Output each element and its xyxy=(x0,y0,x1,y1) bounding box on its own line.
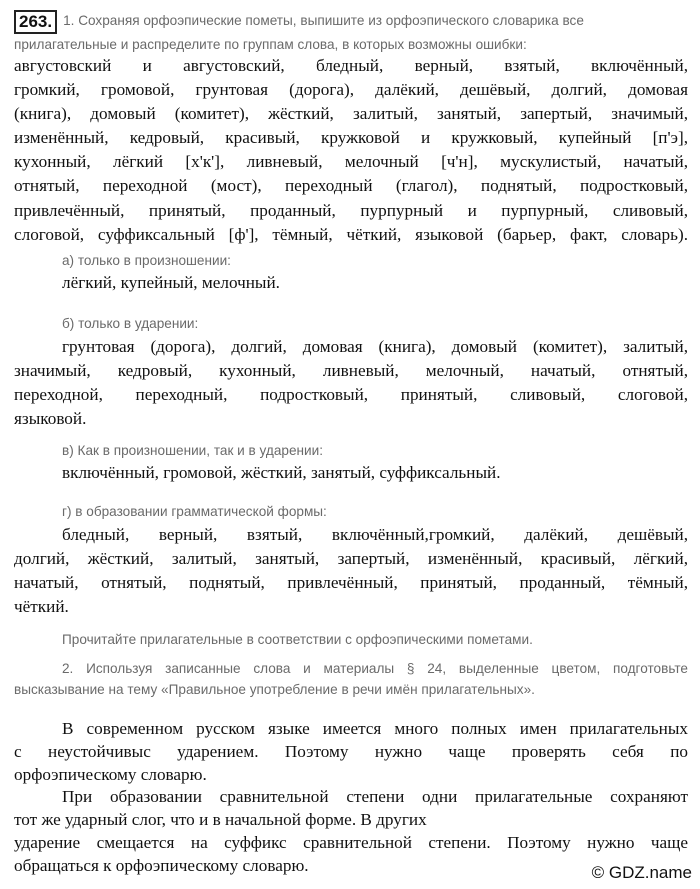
essay xyxy=(14,718,688,878)
group-c-body xyxy=(62,461,684,485)
group-b-line: языковой. xyxy=(14,409,87,428)
task-2-line: высказывание на тему «Правильное употребление в речи имён прилагательных». xyxy=(14,682,535,697)
group-b-title: б) только в ударении: xyxy=(62,316,199,331)
task-2-line: 2. Используя записанные слова и материалы § 24, выделенные цветом, подготовьте xyxy=(62,661,688,676)
word-list-line: отнятый, переходной (мост), переходный (глагол), поднятый, подростковый, xyxy=(14,176,688,196)
task-instruction: 1. Сохраняя орфоэпические пометы, выпишите из орфоэпического словарика все прилагательные и распределите по группам слова, в которых возможны ошибки: xyxy=(14,13,584,52)
group-b-body xyxy=(14,335,688,431)
word-list-line: августовский и августовский, бледный, верный, взятый, включённый, xyxy=(14,56,688,75)
essay-line: с неустойчивыс ударением. Поэтому нужно чаще проверять себя по xyxy=(14,741,688,761)
group-a-line: лёгкий, купейный, мелочный. xyxy=(62,273,280,292)
group-a-body xyxy=(62,271,684,295)
essay-line: обращаться к орфоэпическому словарю. xyxy=(14,855,309,875)
group-b-line: значимый, кедровый, кухонный, ливневый, мелочный, начатый, отнятый, xyxy=(14,361,688,380)
essay-line: тот же ударный слог, что и в начальной форме. В других xyxy=(14,810,427,830)
word-list-line: привлечённый, принятый, проданный, пурпурный и пурпурный, сливовый, xyxy=(14,200,688,220)
watermark: © GDZ.name xyxy=(591,863,692,882)
group-d-body xyxy=(14,523,688,619)
word-list-line: слоговой, суффиксальный [ф'], тёмный, чёткий, языковой (барьер, факт, словарь). xyxy=(14,224,688,244)
essay-line: В современном русском языке имеется много полных имен прилагательных xyxy=(62,719,688,738)
group-b-line: переходной, переходный, подростковый, принятый, сливовый, слоговой, xyxy=(14,385,688,404)
group-c-line: включённый, громовой, жёсткий, занятый, суффиксальный. xyxy=(62,463,501,482)
task-2 xyxy=(14,658,688,700)
word-list xyxy=(14,54,688,247)
group-c-title: в) Как в произношении, так и в ударении: xyxy=(62,443,323,458)
group-a-title: а) только в произношении: xyxy=(62,253,231,268)
task-number: 263. xyxy=(14,10,57,34)
word-list-line: изменённый, кедровый, красивый, кружковой и кружковый, купейный [п'э], xyxy=(14,128,688,148)
essay-line: При образовании сравнительной степени одни прилагательные сохраняют xyxy=(62,787,688,807)
group-d-line: долгий, жёсткий, залитый, занятый, запертый, изменённый, красивый, лёгкий, xyxy=(14,549,688,568)
read-note: Прочитайте прилагательные в соответствии с орфоэпическими пометами. xyxy=(62,632,533,647)
word-list-line: (книга), домовый (комитет), жёсткий, залитый, занятый, запертый, значимый, xyxy=(14,104,688,124)
group-d-line: бледный, верный, взятый, включённый,громкий, далёкий, дешёвый, xyxy=(62,525,688,544)
group-d-line: чёткий. xyxy=(14,597,69,616)
task-header xyxy=(14,10,690,55)
word-list-line: громкий, громовой, грунтовая (дорога), далёкий, дешёвый, долгий, домовая xyxy=(14,80,688,100)
group-b-line: грунтовая (дорога), долгий, домовая (книга), домовый (комитет), залитый, xyxy=(62,337,688,356)
essay-line: ударение смещается на суффикс сравнительной степени. Поэтому нужно чаще xyxy=(14,832,688,852)
group-d-line: начатый, отнятый, поднятый, привлечённый, принятый, проданный, тёмный, xyxy=(14,573,688,592)
essay-line: орфоэпическому словарю. xyxy=(14,764,207,784)
group-d-title: г) в образовании грамматической формы: xyxy=(62,504,327,519)
word-list-line: кухонный, лёгкий [х'к'], ливневый, мелочный [ч'н], мускулистый, начатый, xyxy=(14,152,688,172)
